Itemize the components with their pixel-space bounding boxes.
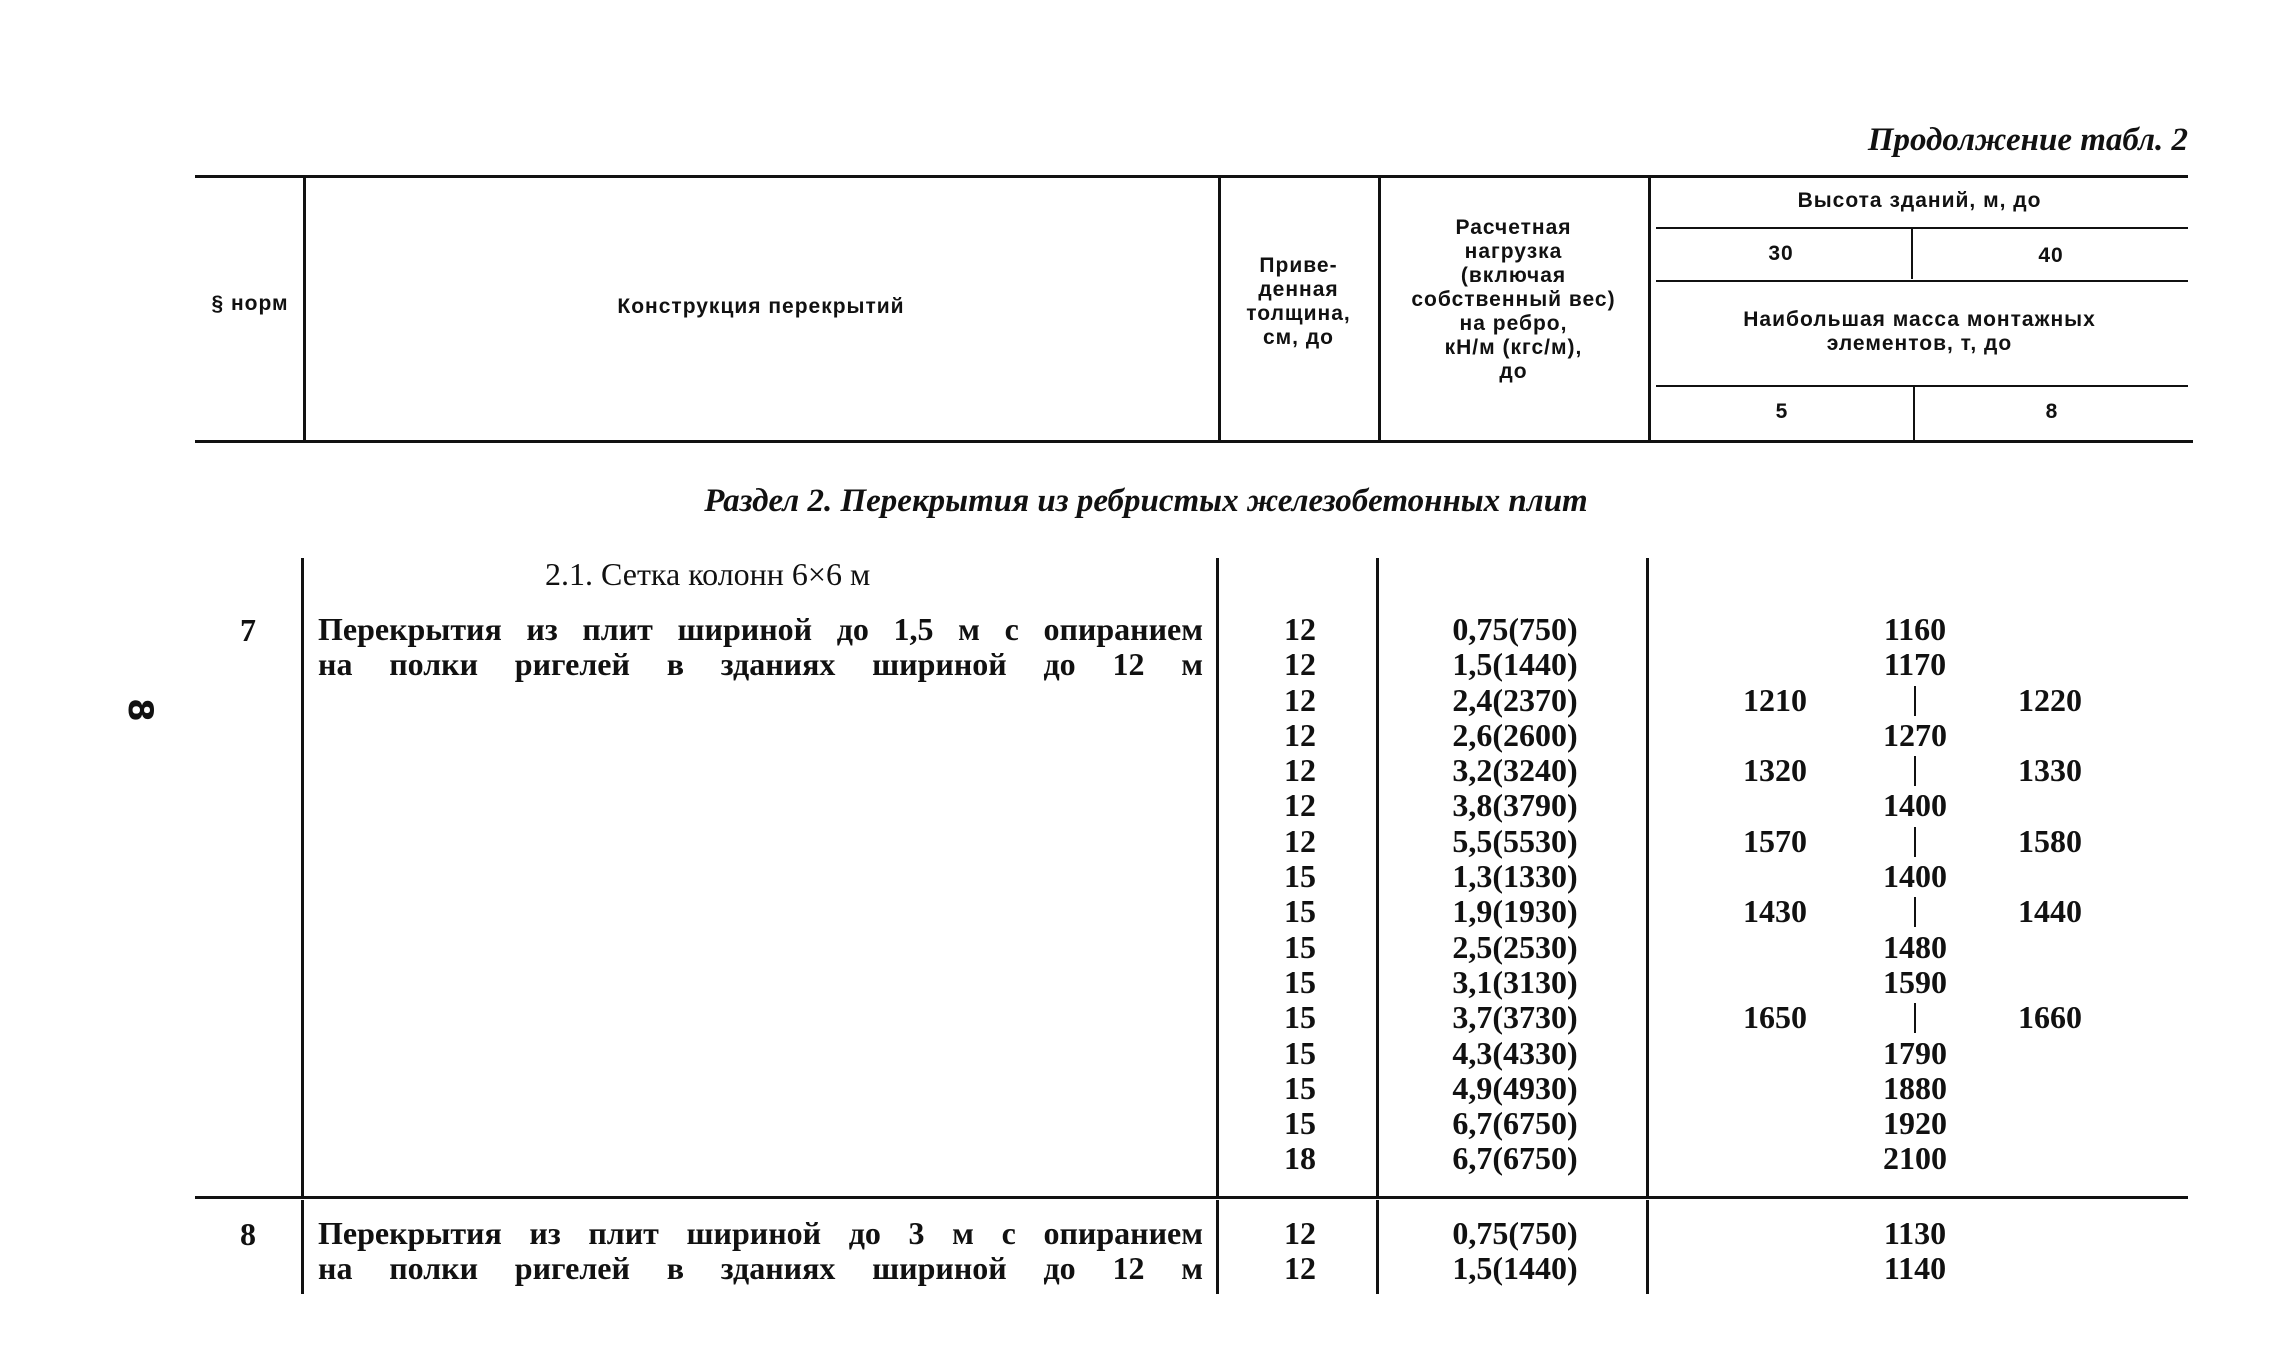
mass-cell: 1660 [2018, 999, 2082, 1036]
load-cell: 2,6(2600) [1452, 716, 1578, 753]
mass-cell: 1170 [1883, 646, 1947, 683]
mass-cell [1975, 1106, 2125, 1141]
header-thickness: Приве- денная толщина, см, до [1246, 254, 1351, 349]
load-cell: 6,7(6750) [1452, 1105, 1578, 1142]
header-rule-3 [1656, 385, 2188, 387]
mass-cell: 1790 [1883, 1034, 1947, 1071]
thickness-cell: 12 [1284, 752, 1316, 789]
header-divider-5 [1911, 229, 1913, 279]
mass-cell [1700, 788, 1850, 823]
load-cell: 1,5(1440) [1452, 646, 1578, 683]
mass-cell [1700, 1036, 1850, 1071]
load-cell: 5,5(5530) [1452, 822, 1578, 859]
split-marker [1914, 897, 1916, 927]
thickness-cell: 15 [1284, 928, 1316, 965]
thickness-column [1250, 612, 1350, 1177]
mass-cell [1975, 718, 2125, 753]
mass-cell: 1130 [1883, 1215, 1947, 1251]
mass-right-column [1975, 612, 2125, 1177]
split-marker [1914, 686, 1916, 716]
header-mass-5: 5 [1775, 400, 1789, 423]
load-cell: 1,9(1930) [1452, 893, 1578, 930]
page-number: 8 [119, 698, 160, 722]
body-divider-1b [301, 1200, 304, 1294]
mass-cell: 1320 [1743, 752, 1807, 789]
mass-cell: 1920 [1883, 1105, 1947, 1142]
mass-cell: 1220 [2018, 681, 2082, 718]
thickness-cell: 18 [1284, 1140, 1316, 1177]
mass-cell: 1650 [1743, 999, 1807, 1036]
mass-cell: 1880 [1883, 1069, 1947, 1106]
load-cell: 0,75(750) [1452, 1215, 1578, 1251]
thickness-cell: 15 [1284, 1069, 1316, 1106]
load-cell: 1,3(1330) [1452, 858, 1578, 895]
mass-cell [1975, 1071, 2125, 1106]
body-divider-4a [1646, 558, 1649, 1198]
mass-cell: 1480 [1883, 928, 1947, 965]
header-mass-8: 8 [2045, 400, 2059, 423]
mass-left-column [1700, 612, 1850, 1177]
mass-cell [1700, 859, 1850, 894]
mass-cell [1975, 788, 2125, 823]
row-description [318, 612, 1203, 682]
row-description-line: на полки ригелей в зданиях шириной до 12 м [318, 646, 1203, 682]
mass-cell [1975, 859, 2125, 894]
mass-cell [1975, 1036, 2125, 1071]
section-title: Раздел 2. Перекрытия из ребристых железобетонных плит [704, 483, 1588, 519]
load-cell: 4,3(4330) [1452, 1034, 1578, 1071]
thickness-cell: 12 [1284, 787, 1316, 824]
thickness-cell: 12 [1284, 1215, 1316, 1251]
row-norm: 8 [240, 1216, 256, 1252]
thickness-cell: 15 [1284, 1034, 1316, 1071]
thickness-cell: 15 [1284, 963, 1316, 1000]
mass-cell [1700, 1141, 1850, 1176]
body-divider-3a [1376, 558, 1379, 1198]
load-cell: 6,7(6750) [1452, 1140, 1578, 1177]
row-description [318, 1216, 1203, 1286]
thickness-cell: 12 [1284, 716, 1316, 753]
mass-center-column [1840, 1216, 1990, 1287]
mass-cell [1975, 647, 2125, 682]
thickness-cell: 12 [1284, 681, 1316, 718]
mass-cell [1975, 930, 2125, 965]
subsection-title: 2.1. Сетка колонн 6×6 м [545, 556, 871, 592]
header-rule-1 [1656, 227, 2188, 229]
load-cell: 4,9(4930) [1452, 1069, 1578, 1106]
header-max-mass: Наибольшая масса монтажных элементов, т, до [1743, 308, 2096, 355]
split-marker [1914, 827, 1916, 857]
mass-cell [1700, 930, 1850, 965]
mass-cell [1975, 965, 2125, 1000]
body-divider-3b [1376, 1200, 1379, 1294]
mass-cell [1700, 612, 1850, 647]
mass-cell: 1400 [1883, 858, 1947, 895]
mass-cell: 1160 [1883, 611, 1947, 647]
mass-cell: 1330 [2018, 752, 2082, 789]
load-cell: 3,7(3730) [1452, 999, 1578, 1036]
thickness-cell: 15 [1284, 999, 1316, 1036]
header-height-30: 30 [1768, 242, 1794, 265]
body-divider-4b [1646, 1200, 1649, 1294]
mass-cell: 1430 [1743, 893, 1807, 930]
mass-cell: 1140 [1883, 1250, 1947, 1287]
continuation-title: Продолжение табл. 2 [1867, 122, 2188, 158]
load-cell: 0,75(750) [1452, 611, 1578, 647]
load-cell: 3,1(3130) [1452, 963, 1578, 1000]
thickness-cell: 15 [1284, 858, 1316, 895]
mass-cell: 1400 [1883, 787, 1947, 824]
header-load: Расчетная нагрузка (включая собственный вес) на ребро, кН/м (кгс/м), до [1411, 216, 1616, 383]
mass-cell: 1570 [1743, 822, 1807, 859]
thickness-cell: 15 [1284, 1105, 1316, 1142]
load-cell: 1,5(1440) [1452, 1250, 1578, 1287]
mass-cell: 1590 [1883, 963, 1947, 1000]
header-rule-2 [1656, 280, 2188, 282]
row-description-line: Перекрытия из плит шириной до 1,5 м с опиранием [318, 611, 1203, 647]
thickness-cell: 12 [1284, 611, 1316, 647]
row-description-line: на полки ригелей в зданиях шириной до 12 м [318, 1250, 1203, 1286]
header-norm: § норм [211, 292, 289, 315]
mass-cell: 1440 [2018, 893, 2082, 930]
load-column [1390, 1216, 1640, 1287]
mass-cell: 1580 [2018, 822, 2082, 859]
mass-cell [1700, 1106, 1850, 1141]
mass-cell [1975, 612, 2125, 647]
thickness-cell: 12 [1284, 822, 1316, 859]
mass-cell: 2100 [1883, 1140, 1947, 1177]
header-building-height: Высота зданий, м, до [1797, 189, 2042, 212]
split-marker [1914, 756, 1916, 786]
header-top-rule [195, 175, 2188, 178]
mass-cell [1700, 965, 1850, 1000]
body-divider-1a [301, 558, 304, 1198]
thickness-column [1250, 1216, 1350, 1287]
mass-cell: 1210 [1743, 681, 1807, 718]
header-construction: Конструкция перекрытий [617, 295, 905, 318]
load-cell: 2,5(2530) [1452, 928, 1578, 965]
load-column [1390, 612, 1640, 1177]
header-divider-6 [1913, 387, 1915, 440]
body-divider-2b [1216, 1200, 1219, 1294]
header-bottom-rule [195, 440, 2193, 443]
mass-cell [1975, 1141, 2125, 1176]
mass-cell [1700, 647, 1850, 682]
load-cell: 3,8(3790) [1452, 787, 1578, 824]
body-divider-2a [1216, 558, 1219, 1198]
row-separator [195, 1196, 2188, 1199]
thickness-cell: 12 [1284, 646, 1316, 683]
load-cell: 2,4(2370) [1452, 681, 1578, 718]
header-height-40: 40 [2038, 244, 2064, 267]
mass-cell: 1270 [1883, 716, 1947, 753]
row-norm: 7 [240, 612, 256, 648]
thickness-cell: 12 [1284, 1250, 1316, 1287]
split-marker [1914, 1003, 1916, 1033]
row-description-line: Перекрытия из плит шириной до 3 м с опиранием [318, 1215, 1203, 1251]
thickness-cell: 15 [1284, 893, 1316, 930]
mass-cell [1700, 718, 1850, 753]
load-cell: 3,2(3240) [1452, 752, 1578, 789]
mass-cell [1700, 1071, 1850, 1106]
